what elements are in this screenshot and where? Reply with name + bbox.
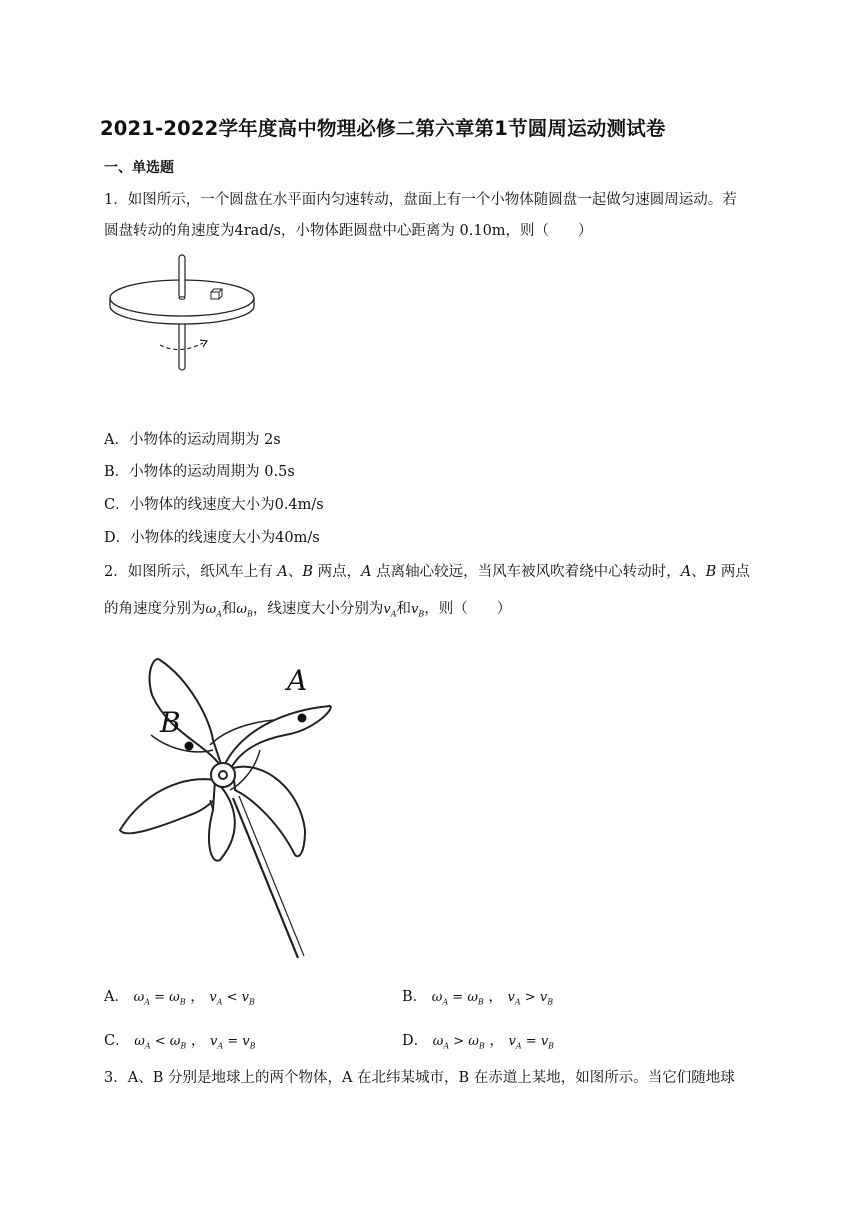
section-heading: 一、单选题 [104,160,174,176]
q2-option-d[interactable]: D． $\omega_A > \omega_B$ ， $v_A = v_B$ [402,1033,555,1051]
q1-stem-line1: 1．如图所示，一个圆盘在水平面内匀速转动，盘面上有一个小物体随圆盘一起做匀速圆周运动。若 [104,192,737,208]
pinwheel-figure [115,650,340,962]
q1-stem-line2: 圆盘转动的角速度为4rad/s，小物体距圆盘中心距离为 0.10m，则（ ） [104,223,593,239]
q1-option-d[interactable]: D．小物体的线速度大小为40m/s [104,530,320,546]
q1-option-b[interactable]: B．小物体的运动周期为 0.5s [104,464,295,480]
q3-stem-line1: 3．A、B 分别是地球上的两个物体，A 在北纬某城市，B 在赤道上某地，如图所示。当它们随地球 [104,1070,735,1086]
q2-stem-line1: 2．如图所示，纸风车上有 A、B 两点，A 点离轴心较远，当风车被风吹着绕中心转动时，A、B 两点 [104,564,750,580]
q1-option-c[interactable]: C．小物体的线速度大小为0.4m/s [104,497,324,513]
point-b-label: B [160,706,181,739]
q2-option-b[interactable]: B． $\omega_A = \omega_B$ ， $v_A > v_B$ [402,989,554,1007]
page-title: 2021-2022学年度高中物理必修二第六章第1节圆周运动测试卷 [100,117,666,140]
q2-stem-line2: 的角速度分别为$\omega_A$和$\omega_B$，线速度大小分别为$v_A$和$v_B$，则（ ） [104,601,512,619]
rotating-disc-figure [105,250,265,375]
q2-option-c[interactable]: C． $\omega_A < \omega_B$ ， $v_A = v_B$ [104,1033,256,1051]
q2-option-a[interactable]: A． $\omega_A = \omega_B$ ， $v_A < v_B$ [104,989,255,1007]
q1-option-a[interactable]: A．小物体的运动周期为 2s [104,432,281,448]
point-a-label: A [287,664,308,697]
